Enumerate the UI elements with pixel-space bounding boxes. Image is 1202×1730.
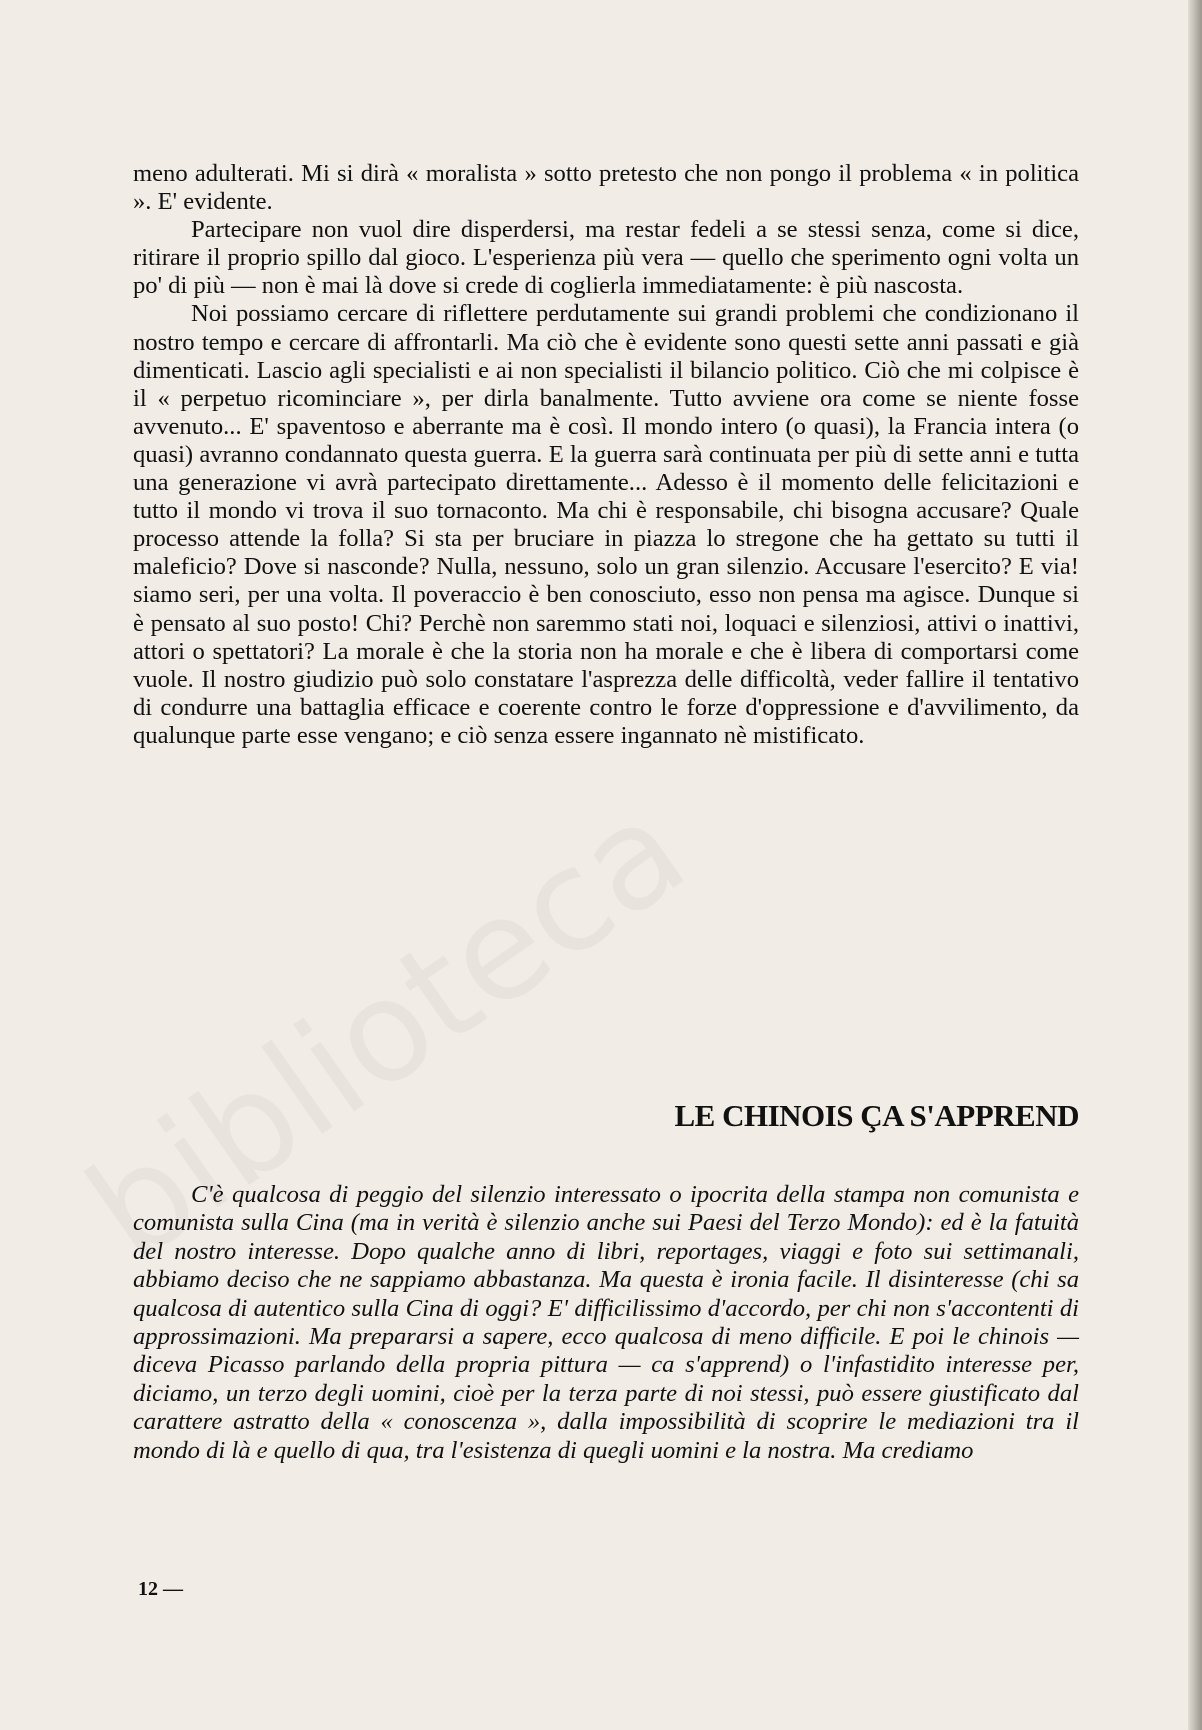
section-intro: [133, 1181, 1079, 1465]
section-paragraph: C'è qualcosa di peggio del silenzio interessato o ipocrita della stampa non comunista e comunista sulla Cina (ma in verità è silenzio anche sui Paesi del Terzo Mondo): ed è la fatuità del nostro interesse. Dopo qualche anno di libri, reportages, viaggi e foto sui settimanali, abbiamo deciso che ne sappiamo abbastanza. Ma questa è ironia facile. Il disinteresse (chi sa qualcosa di autentico sulla Cina di oggi? E' difficilissimo d'accordo, per chi non s'accontenti di approssimazioni. Ma prepararsi a sapere, ecco qualcosa di meno difficile. E poi le chinois — diceva Picasso parlando della propria pittura — ca s'apprend) o l'infastidito interesse per, diciamo, un terzo degli uomini, cioè per la terza parte di noi stessi, può essere giustificato dal carattere astratto della « conoscenza », dalla impossibilità di scoprire le mediazioni tra il mondo di là e quello di qua, tra l'esistenza di quegli uomini e la nostra. Ma crediamo: [133, 1181, 1079, 1464]
page-number: 12 —: [138, 1578, 183, 1600]
paragraph-3: Noi possiamo cercare di riflettere perdutamente sui grandi problemi che condizionano il nostro tempo e cercare di affrontarli. Ma ciò che è evidente sono questi sette anni passati e già dimenticati. Lascio agli specialisti e ai non specialisti il bilancio politico. Ciò che mi colpisce è il « perpetuo ricominciare », per dirla banalmente. Tutto avviene ora come se niente fosse avvenuto... E' spaventoso e aberrante ma è così. Il mondo intero (o quasi), la Francia intera (o quasi) avranno condannato questa guerra. E la guerra sarà continuata per più di sette anni e tutta una generazione vi avrà partecipato direttamente... Adesso è il momento delle felicitazioni e tutto il mondo vi trova il suo tornaconto. Ma chi è responsabile, chi bisogna accusare? Quale processo attende la folla? Si sta per bruciare in piazza lo stregone che ha gettato su tutti il maleficio? Dove si nasconde? Nulla, nessuno, solo un gran silenzio. Accusare l'esercito? E via! siamo seri, per una volta. Il poveraccio è ben conosciuto, esso non pensa ma agisce. Dunque si è pensato al suo posto! Chi? Perchè non saremmo stati noi, loquaci e silenziosi, attivi o inattivi, attori o spettatori? La morale è che la storia non ha morale e che è libera di comportarsi come vuole. Il nostro giudizio può solo constatare l'asprezza delle difficoltà, veder fallire il tentativo di condurre una battaglia efficace e coerente contro le forze d'oppressione e d'avvilimento, da qualunque parte esse vengano; e ciò senza essere ingannato nè mistificato.: [133, 300, 1079, 749]
page-edge-shadow: [1188, 0, 1202, 1730]
paragraph-2: Partecipare non vuol dire disperdersi, ma restar fedeli a se stessi senza, come si dice, ritirare il proprio spillo dal gioco. L'esperienza più vera — quello che sperimento ogni volta un po' di più — non è mai là dove si crede di coglierla immediatamente: è più nascosta.: [133, 216, 1079, 300]
paragraph-1: meno adulterati. Mi si dirà « moralista » sotto pretesto che non pongo il problema « in politica ». E' evidente.: [133, 160, 1079, 216]
body-text: [133, 160, 1079, 750]
page-body: [133, 160, 1079, 750]
section-title: LE CHINOIS ÇA S'APPREND: [674, 1098, 1079, 1133]
